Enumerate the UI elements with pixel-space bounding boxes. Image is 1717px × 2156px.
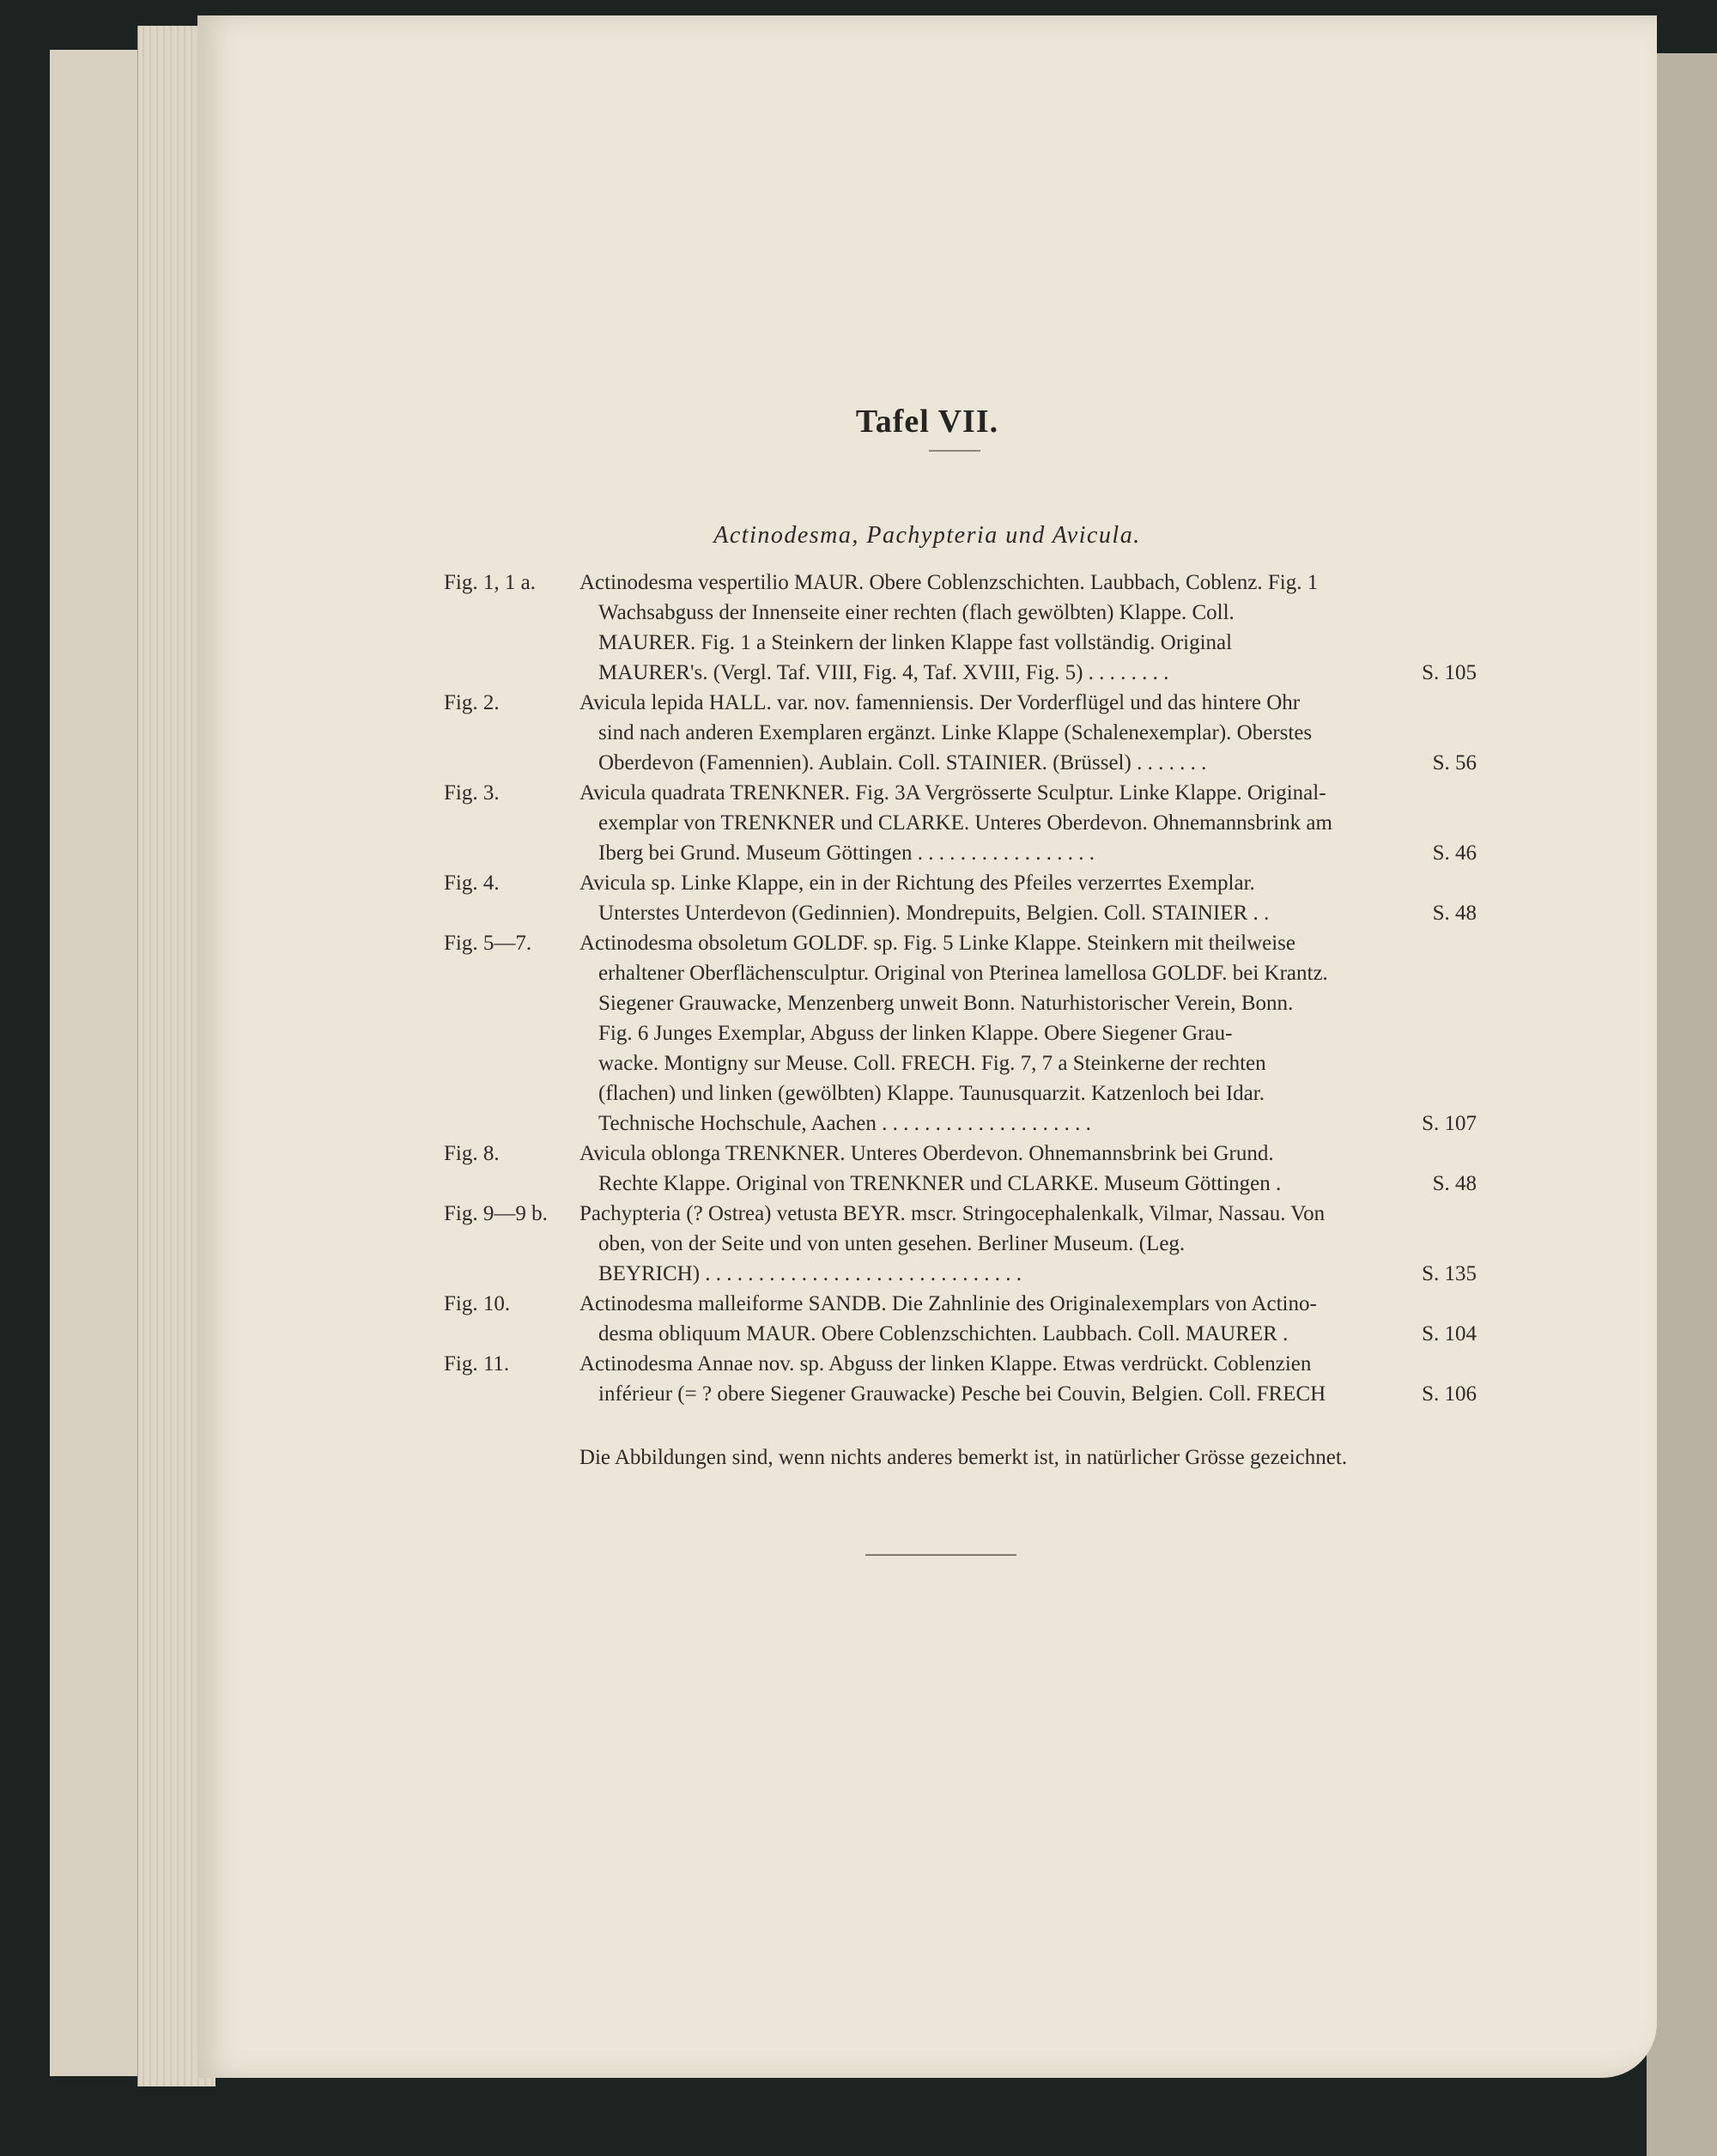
page-reference: S. 48: [1432, 1172, 1477, 1195]
description-line: Rechte Klappe. Original von TRENKNER und CLARKE. Museum Göttingen .: [598, 1172, 1282, 1195]
description-line: sind nach anderen Exemplaren ergänzt. Linke Klappe (Schalenexemplar). Oberstes: [598, 721, 1313, 744]
figure-description: [579, 568, 1374, 688]
figure-number: Fig. 4.: [444, 872, 500, 895]
end-divider: [865, 1554, 1016, 1556]
figure-entry: [444, 868, 1517, 928]
page-reference: S. 105: [1422, 661, 1477, 684]
description-line: desma obliquum MAUR. Obere Coblenzschichten. Laubbach. Coll. MAURER .: [598, 1322, 1289, 1345]
figure-description: [579, 928, 1374, 1139]
description-line: Wachsabguss der Innenseite einer rechten (flach gewölbten) Klappe. Coll.: [598, 601, 1235, 624]
facing-page-edge: [1647, 53, 1717, 2156]
page-reference: S. 48: [1432, 902, 1477, 925]
figure-number: Fig. 2.: [444, 691, 500, 714]
figure-number: Fig. 5—7.: [444, 932, 532, 955]
description-line: (flachen) und linken (gewölbten) Klappe. Taunusquarzit. Katzenloch bei Idar.: [598, 1082, 1265, 1105]
figure-number: Fig. 1, 1 a.: [444, 571, 536, 594]
figure-number: Fig. 11.: [444, 1352, 510, 1376]
page-reference: S. 106: [1422, 1382, 1477, 1406]
title-divider: [929, 450, 980, 452]
figure-list: [444, 568, 1517, 1409]
figure-description: [579, 778, 1374, 868]
page-reference: S. 46: [1432, 841, 1477, 865]
description-line: Avicula oblonga TRENKNER. Unteres Oberdevon. Ohnemannsbrink bei Grund.: [579, 1142, 1274, 1165]
description-line: Technische Hochschule, Aachen . . . . . . . . . . . . . . . . . . . .: [598, 1112, 1091, 1135]
description-line: Avicula sp. Linke Klappe, ein in der Richtung des Pfeiles verzerrtes Exemplar.: [579, 872, 1255, 895]
figure-description: [579, 868, 1374, 928]
figure-description: [579, 688, 1374, 778]
figure-entry: [444, 1289, 1517, 1349]
figure-description: [579, 1199, 1374, 1289]
description-line: erhaltener Oberflächensculptur. Original von Pterinea lamellosa GOLDF. bei Krantz.: [598, 962, 1328, 985]
figure-entry: [444, 778, 1517, 868]
description-line: exemplar von TRENKNER und CLARKE. Unteres Oberdevon. Ohnemannsbrink am: [598, 811, 1332, 835]
footnote: Die Abbildungen sind, wenn nichts anderes bemerkt ist, in natürlicher Grösse gezeichnet.: [579, 1446, 1348, 1469]
description-line: Fig. 6 Junges Exemplar, Abguss der linken Klappe. Obere Siegener Grau-: [598, 1022, 1233, 1045]
figure-entry: [444, 1349, 1517, 1409]
description-line: Actinodesma malleiforme SANDB. Die Zahnlinie des Originalexemplars von Actino-: [579, 1292, 1317, 1315]
figure-description: [579, 1289, 1374, 1349]
description-line: oben, von der Seite und von unten gesehen. Berliner Museum. (Leg.: [598, 1232, 1186, 1255]
figure-number: Fig. 3.: [444, 781, 500, 805]
description-line: BEYRICH) . . . . . . . . . . . . . . . . . . . . . . . . . . . . . .: [598, 1262, 1022, 1285]
page-title: Tafel VII.: [855, 404, 999, 440]
page-reference: S. 56: [1432, 751, 1477, 774]
description-line: MAURER. Fig. 1 a Steinkern der linken Klappe fast vollständig. Original: [598, 631, 1233, 654]
description-line: Avicula lepida HALL. var. nov. famenniensis. Der Vorderflügel und das hintere Ohr: [579, 691, 1301, 714]
page-reference: S. 107: [1422, 1112, 1477, 1135]
figure-number: Fig. 10.: [444, 1292, 511, 1315]
subtitle-text: Actinodesma, Pachypteria und Avicula.: [713, 522, 1141, 549]
page-subtitle: [197, 522, 1657, 550]
description-line: Actinodesma vespertilio MAUR. Obere Coblenzschichten. Laubbach, Coblenz. Fig. 1: [579, 571, 1319, 594]
description-line: MAURER's. (Vergl. Taf. VIII, Fig. 4, Taf. XVIII, Fig. 5) . . . . . . . .: [598, 661, 1169, 684]
description-line: Pachypteria (? Ostrea) vetusta BEYR. mscr. Stringocephalenkalk, Vilmar, Nassau. Von: [579, 1202, 1326, 1225]
description-line: Avicula quadrata TRENKNER. Fig. 3A Vergrösserte Sculptur. Linke Klappe. Original-: [579, 781, 1326, 805]
figure-number: Fig. 8.: [444, 1142, 500, 1165]
figure-entry: [444, 1139, 1517, 1199]
description-line: Siegener Grauwacke, Menzenberg unweit Bonn. Naturhistorischer Verein, Bonn.: [598, 992, 1294, 1015]
description-line: Actinodesma Annae nov. sp. Abguss der linken Klappe. Etwas verdrückt. Coblenzien: [579, 1352, 1312, 1376]
page-reference: S. 104: [1422, 1322, 1477, 1345]
figure-description: [579, 1139, 1374, 1199]
book-page: [197, 15, 1657, 2078]
page-reference: S. 135: [1422, 1262, 1477, 1285]
description-line: Unterstes Unterdevon (Gedinnien). Mondrepuits, Belgien. Coll. STAINIER . .: [598, 902, 1270, 925]
description-line: wacke. Montigny sur Meuse. Coll. FRECH. Fig. 7, 7 a Steinkerne der rechten: [598, 1052, 1266, 1075]
figure-entry: [444, 568, 1517, 688]
description-line: inférieur (= ? obere Siegener Grauwacke) Pesche bei Couvin, Belgien. Coll. FRECH: [598, 1382, 1326, 1406]
description-line: Iberg bei Grund. Museum Göttingen . . . . . . . . . . . . . . . . .: [598, 841, 1095, 865]
figure-entry: [444, 688, 1517, 778]
description-line: Actinodesma obsoletum GOLDF. sp. Fig. 5 Linke Klappe. Steinkern mit theilweise: [579, 932, 1295, 955]
figure-description: [579, 1349, 1374, 1409]
figure-entry: [444, 1199, 1517, 1289]
figure-number: Fig. 9—9 b.: [444, 1202, 548, 1225]
description-line: Oberdevon (Famennien). Aublain. Coll. STAINIER. (Brüssel) . . . . . . .: [598, 751, 1207, 774]
figure-entry: [444, 928, 1517, 1139]
